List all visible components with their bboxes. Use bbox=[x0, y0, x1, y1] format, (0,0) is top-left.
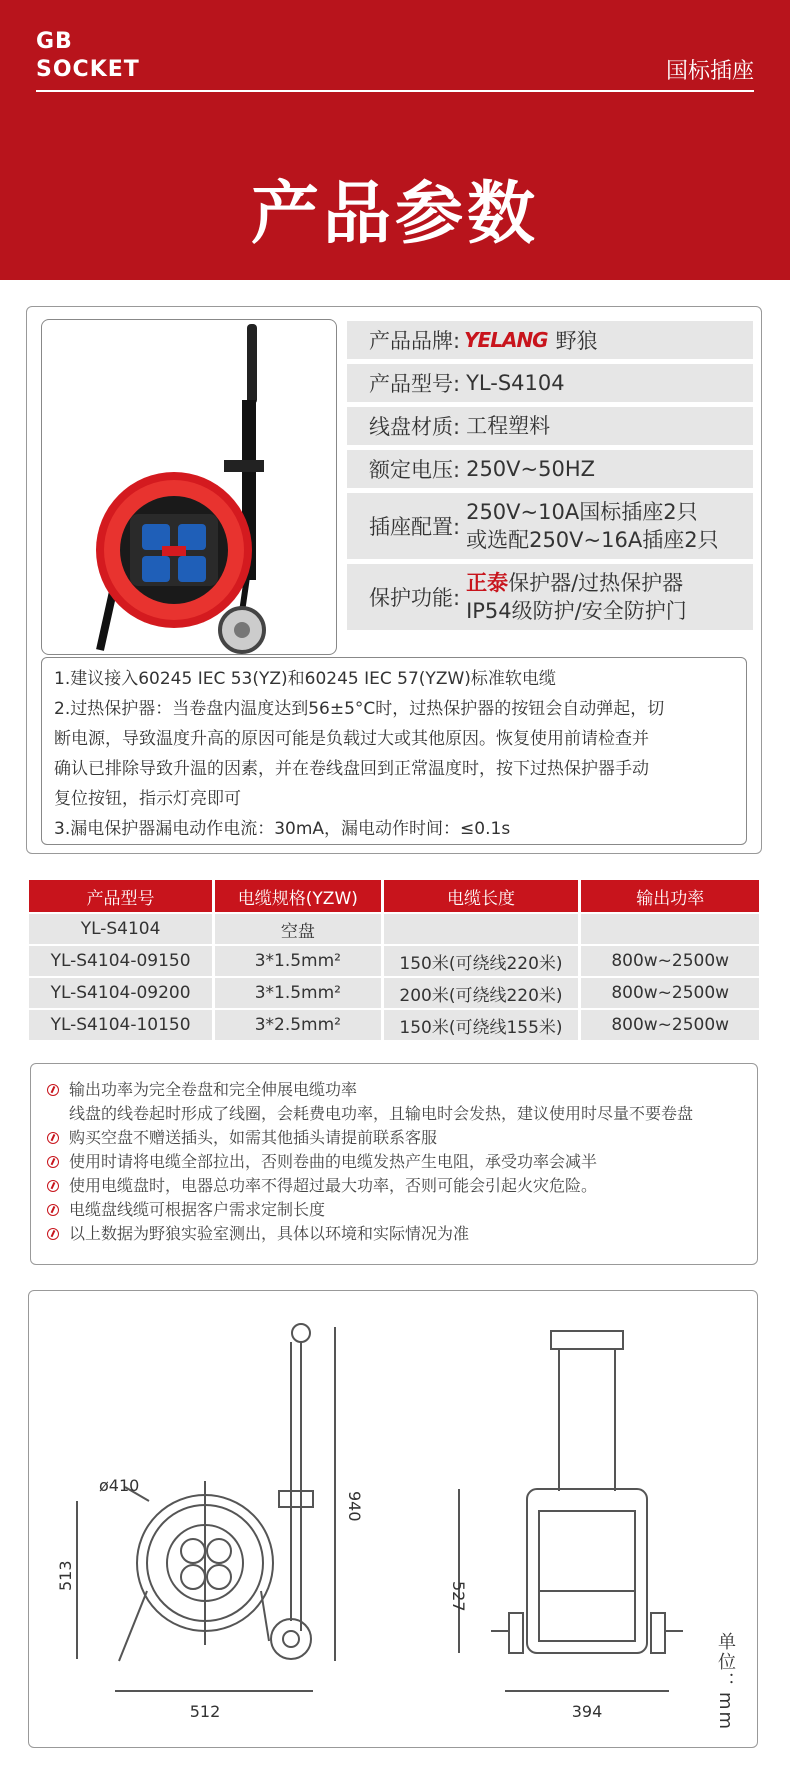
spec-row-model bbox=[347, 364, 753, 402]
brand-logo: YELANG bbox=[464, 328, 548, 352]
cell-output-power: 800w~2500w bbox=[581, 1010, 759, 1040]
cell-cable-spec: 3*1.5mm² bbox=[215, 946, 380, 976]
warning-item bbox=[47, 1222, 741, 1246]
socket-value bbox=[460, 498, 719, 554]
dimension-drawing-panel bbox=[28, 1290, 758, 1748]
warning-icon bbox=[47, 1228, 59, 1240]
voltage-value: 250V~50HZ bbox=[466, 457, 596, 481]
header-banner bbox=[0, 0, 790, 280]
warning-icon bbox=[47, 1180, 59, 1192]
cable-reel-illustration bbox=[42, 320, 337, 655]
material-label: 线盘材质: bbox=[369, 415, 461, 439]
spec-row-voltage bbox=[347, 450, 753, 488]
warning-icon bbox=[47, 1156, 59, 1168]
warning-icon bbox=[47, 1084, 59, 1096]
dim-width-right: 394 bbox=[571, 1702, 603, 1721]
cell-model: YL-S4104-09200 bbox=[29, 978, 212, 1008]
cell-cable-length: 150米(可绕线220米) bbox=[384, 946, 579, 976]
socket-value-line-2: 或选配250V~16A插座2只 bbox=[466, 528, 719, 552]
warning-text: 以上数据为野狼实验室测出，具体以环境和实际情况为准 bbox=[69, 1224, 470, 1243]
table-row bbox=[29, 1010, 759, 1040]
socket-value-line-1: 250V~10A国标插座2只 bbox=[466, 500, 698, 524]
unit-label: 单位：mm bbox=[715, 1632, 736, 1732]
table-row bbox=[29, 914, 759, 944]
brand-label: 产品品牌: bbox=[369, 329, 461, 353]
spec-row-socket bbox=[347, 493, 753, 559]
material-value: 工程塑料 bbox=[466, 414, 551, 438]
usage-notes bbox=[41, 657, 747, 845]
table-row bbox=[29, 978, 759, 1008]
model-table bbox=[26, 878, 762, 1042]
logo-line-2: SOCKET bbox=[36, 57, 140, 82]
protection-label: 保护功能: bbox=[369, 586, 461, 610]
cell-output-power: 800w~2500w bbox=[581, 978, 759, 1008]
warning-text: 购买空盘不赠送插头，如需其他插头请提前联系客服 bbox=[69, 1128, 438, 1147]
warning-icon bbox=[47, 1204, 59, 1216]
header-model: 产品型号 bbox=[29, 880, 212, 912]
cell-model: YL-S4104-10150 bbox=[29, 1010, 212, 1040]
dim-height-left: 513 bbox=[56, 1560, 75, 1591]
dim-height-right: 527 bbox=[449, 1581, 468, 1612]
model-value: YL-S4104 bbox=[466, 371, 565, 395]
spec-list bbox=[347, 321, 753, 635]
protection-value-line-1: 保护器/过热保护器 bbox=[508, 571, 684, 595]
dimension-drawing bbox=[29, 1291, 759, 1749]
product-photo bbox=[41, 319, 337, 655]
dim-diameter: ø410 bbox=[99, 1476, 140, 1495]
dim-total-height: 940 bbox=[345, 1491, 364, 1522]
warning-item bbox=[47, 1150, 741, 1174]
spec-row-material bbox=[347, 407, 753, 445]
socket-label: 插座配置: bbox=[369, 515, 461, 539]
warning-text: 输出功率为完全卷盘和完全伸展电缆功率 bbox=[69, 1080, 358, 1099]
voltage-label: 额定电压: bbox=[369, 458, 461, 482]
spec-panel bbox=[26, 306, 762, 854]
cell-cable-spec: 3*1.5mm² bbox=[215, 978, 380, 1008]
model-label: 产品型号: bbox=[369, 372, 461, 396]
note-line: 2.过热保护器：当卷盘内温度达到56±5°C时，过热保护器的按钮会自动弹起，切 bbox=[54, 699, 665, 719]
warning-item bbox=[47, 1198, 741, 1222]
note-line: 断电源，导致温度升高的原因可能是负载过大或其他原因。恢复使用前请检查并 bbox=[54, 729, 649, 749]
warning-item bbox=[47, 1174, 741, 1198]
warning-text: 使用时请将电缆全部拉出，否则卷曲的电缆发热产生电阻，承受功率会减半 bbox=[69, 1152, 598, 1171]
logo-line-1: GB bbox=[36, 29, 73, 54]
warnings-panel bbox=[30, 1063, 758, 1265]
spec-row-protection bbox=[347, 564, 753, 630]
cell-output-power bbox=[581, 914, 759, 944]
header-cable-spec: 电缆规格(YZW) bbox=[215, 880, 380, 912]
dim-width-left: 512 bbox=[189, 1702, 221, 1721]
spec-row-brand bbox=[347, 321, 753, 359]
note-line: 3.漏电保护器漏电动作电流：30mA，漏电动作时间：≤0.1s bbox=[54, 819, 511, 839]
warning-text: 电缆盘线缆可根据客户需求定制长度 bbox=[69, 1200, 326, 1219]
protection-brand: 正泰 bbox=[466, 571, 509, 595]
warning-icon bbox=[47, 1132, 59, 1144]
page-title: 产品参数 bbox=[250, 175, 539, 254]
cell-model: YL-S4104-09150 bbox=[29, 946, 212, 976]
note-line: 复位按钮，指示灯亮即可 bbox=[54, 789, 241, 809]
brand-value: 野狼 bbox=[555, 329, 598, 353]
table-header-row bbox=[29, 880, 759, 912]
warning-text: 使用电缆盘时，电器总功率不得超过最大功率，否则可能会引起火灾危险。 bbox=[69, 1176, 598, 1195]
gb-socket-logo bbox=[36, 28, 140, 84]
protection-value-line-2: IP54级防护/安全防护门 bbox=[466, 599, 687, 623]
header-cable-length: 电缆长度 bbox=[384, 880, 579, 912]
warning-item bbox=[47, 1078, 741, 1102]
header-output-power: 输出功率 bbox=[581, 880, 759, 912]
note-line: 确认已排除导致升温的因素，并在卷线盘回到正常温度时，按下过热保护器手动 bbox=[54, 759, 649, 779]
banner-category: 国标插座 bbox=[665, 59, 754, 84]
note-line: 1.建议接入60245 IEC 53(YZ)和60245 IEC 57(YZW)标准软电缆 bbox=[54, 669, 556, 689]
table-row bbox=[29, 946, 759, 976]
cell-cable-spec: 3*2.5mm² bbox=[215, 1010, 380, 1040]
cell-output-power: 800w~2500w bbox=[581, 946, 759, 976]
cell-model: YL-S4104 bbox=[29, 914, 212, 944]
banner-divider bbox=[36, 90, 754, 92]
cell-cable-length bbox=[384, 914, 579, 944]
cell-cable-length: 200米(可绕线220米) bbox=[384, 978, 579, 1008]
cell-cable-spec: 空盘 bbox=[215, 914, 380, 944]
cell-cable-length: 150米(可绕线155米) bbox=[384, 1010, 579, 1040]
warning-subtext: 线盘的线卷起时形成了线圈，会耗费电功率，且输电时会发热，建议使用时尽量不要卷盘 bbox=[69, 1104, 694, 1123]
protection-value bbox=[460, 569, 687, 625]
warning-item bbox=[47, 1126, 741, 1150]
